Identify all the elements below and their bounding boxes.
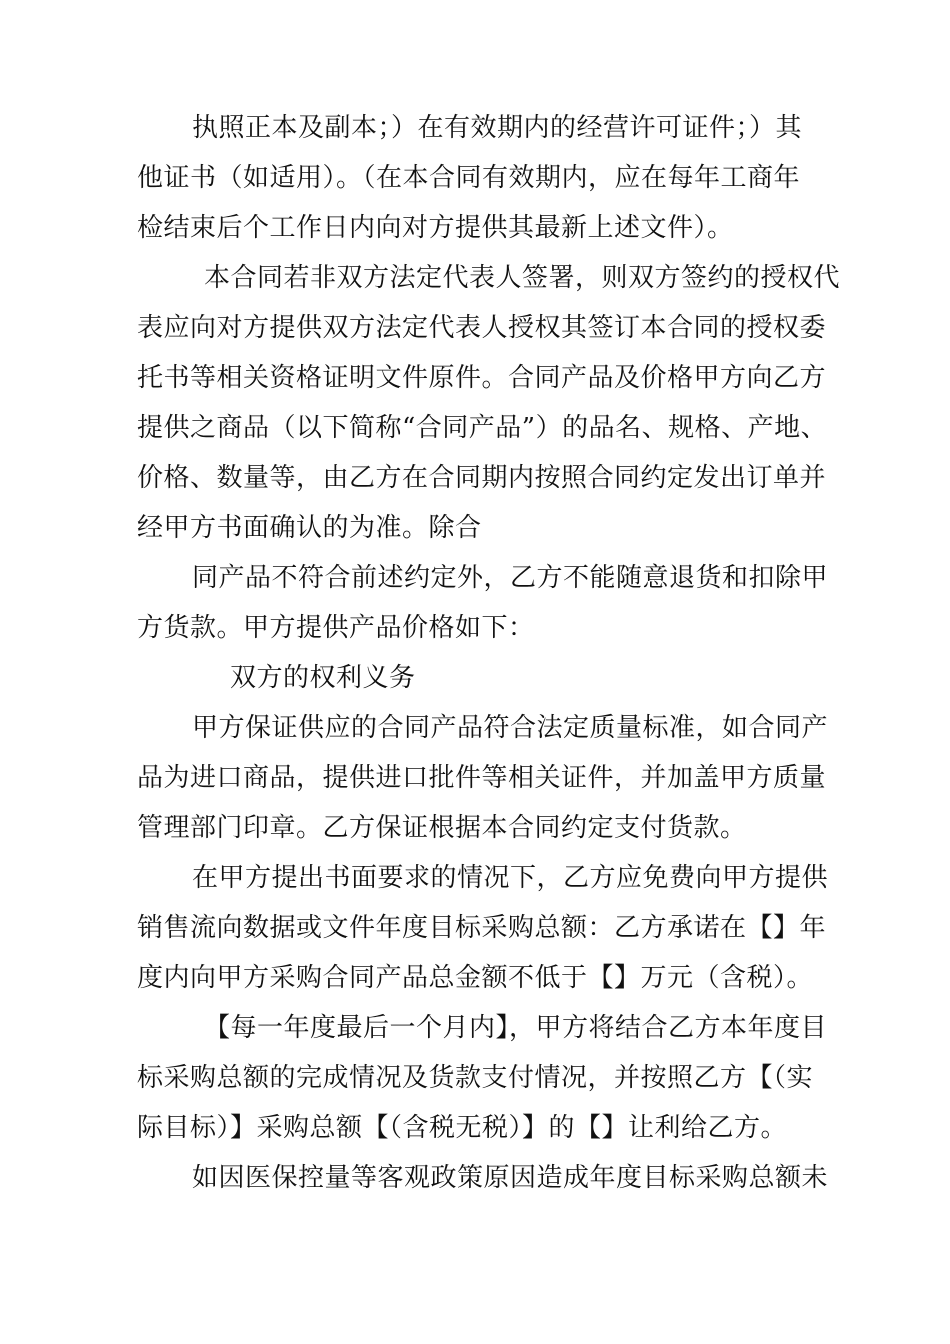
text-line-21: 际目标）】采购总额【（含税无税）】的【】让利给乙方。 (137, 1113, 788, 1143)
text-line-17: 销售流向数据或文件年度目标采购总额：乙方承诺在【】年 (137, 913, 827, 943)
section-heading: 双方的权利义务 (230, 663, 416, 693)
text-line-10: 同产品不符合前述约定外，乙方不能随意退货和扣除甲 (192, 563, 829, 593)
text-line-8: 价格、数量等，由乙方在合同期内按照合同约定发出订单并 (137, 463, 827, 493)
text-line-16: 在甲方提出书面要求的情况下，乙方应免费向甲方提供 (192, 863, 829, 893)
text-line-6: 托书等相关资格证明文件原件。合同产品及价格甲方向乙方 (137, 363, 827, 393)
text-line-9: 经甲方书面确认的为准。除合 (137, 513, 482, 543)
text-line-4: 本合同若非双方法定代表人签署，则双方签约的授权代 (204, 263, 841, 293)
text-line-1: 执照正本及副本；）在有效期内的经营许可证件；）其 (192, 113, 803, 143)
text-line-14: 品为进口商品，提供进口批件等相关证件，并加盖甲方质量 (137, 763, 827, 793)
text-line-2: 他证书（如适用）。（在本合同有效期内，应在每年工商年 (137, 163, 801, 193)
text-line-13: 甲方保证供应的合同产品符合法定质量标准，如合同产 (192, 713, 829, 743)
text-line-18: 度内向甲方采购合同产品总金额不低于【】万元（含税）。 (137, 963, 814, 993)
text-line-22: 如因医保控量等客观政策原因造成年度目标采购总额未 (192, 1163, 829, 1193)
text-line-3: 检结束后个工作日内向对方提供其最新上述文件）。 (137, 213, 734, 243)
text-line-5: 表应向对方提供双方法定代表人授权其签订本合同的授权委 (137, 313, 827, 343)
text-line-15: 管理部门印章。乙方保证根据本合同约定支付货款。 (137, 813, 747, 843)
text-line-7: 提供之商品（以下简称“合同产品”）的品名、规格、产地、 (137, 413, 828, 443)
text-line-19: 【每一年度最后一个月内】，甲方将结合乙方本年度目 (204, 1013, 828, 1043)
text-line-11: 方货款。甲方提供产品价格如下： (137, 613, 535, 643)
text-line-20: 标采购总额的完成情况及货款支付情况，并按照乙方【（实 (137, 1063, 814, 1093)
